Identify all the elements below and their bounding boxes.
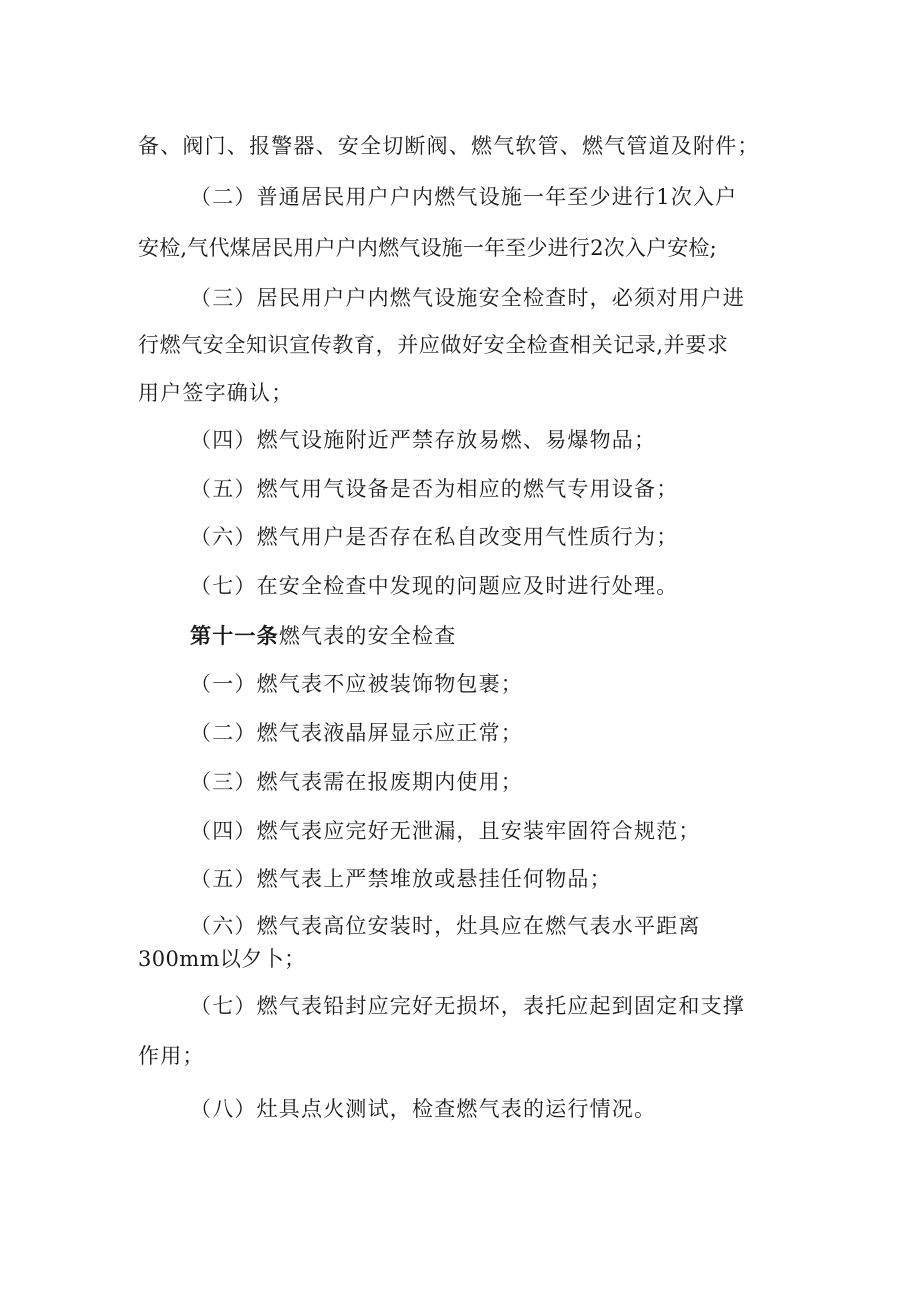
article-number: 第十一条 xyxy=(190,624,279,648)
list-item: （四）燃气表应完好无泄漏，且安装牢固符合规范； xyxy=(190,819,701,843)
list-item: （八）灶具点火测试，检查燃气表的运行情况。 xyxy=(190,1097,657,1121)
list-item: （五）燃气表上严禁堆放或悬挂任何物品； xyxy=(190,867,612,891)
paragraph-line: 用户签字确认； xyxy=(138,381,294,405)
list-item: （七）燃气表铅封应完好无损坏，表托应起到固定和支撑 xyxy=(190,994,745,1018)
list-item: （一）燃气表不应被装饰物包裹； xyxy=(190,672,523,696)
paragraph-line: 行燃气安全知识宣传教育，并应做好安全检查相关记录,并要求 xyxy=(138,333,729,357)
list-item: （三）燃气表需在报废期内使用； xyxy=(190,770,523,794)
article-title: 燃气表的安全检查 xyxy=(278,624,457,648)
paragraph-line: 备、阀门、报警器、安全切断阀、燃气软管、燃气管道及附件； xyxy=(138,134,760,158)
paragraph-line: （五）燃气用气设备是否为相应的燃气专用设备； xyxy=(190,477,679,501)
list-item: 作用； xyxy=(138,1044,205,1068)
paragraph-line: （三）居民用户户内燃气设施安全检查时，必须对用户进 xyxy=(190,286,745,310)
paragraph-line: （四）燃气设施附近严禁存放易燃、易爆物品； xyxy=(190,428,657,452)
paragraph-line: 安检,气代煤居民用户户内燃气设施一年至少进行2次入户安检; xyxy=(138,236,717,260)
paragraph-line: （六）燃气用户是否存在私自改变用气性质行为； xyxy=(190,525,679,549)
list-item: （六）燃气表高位安装时，灶具应在燃气表水平距离 xyxy=(190,914,701,938)
paragraph-line: （七）在安全检查中发现的问题应及时进行处理。 xyxy=(190,574,679,598)
paragraph-line: （二）普通居民用户户内燃气设施一年至少进行1次入户 xyxy=(190,185,738,209)
list-item: 300mm以夕卜； xyxy=(138,947,306,971)
section-heading xyxy=(190,621,840,651)
list-item: （二）燃气表液晶屏显示应正常； xyxy=(190,721,523,745)
